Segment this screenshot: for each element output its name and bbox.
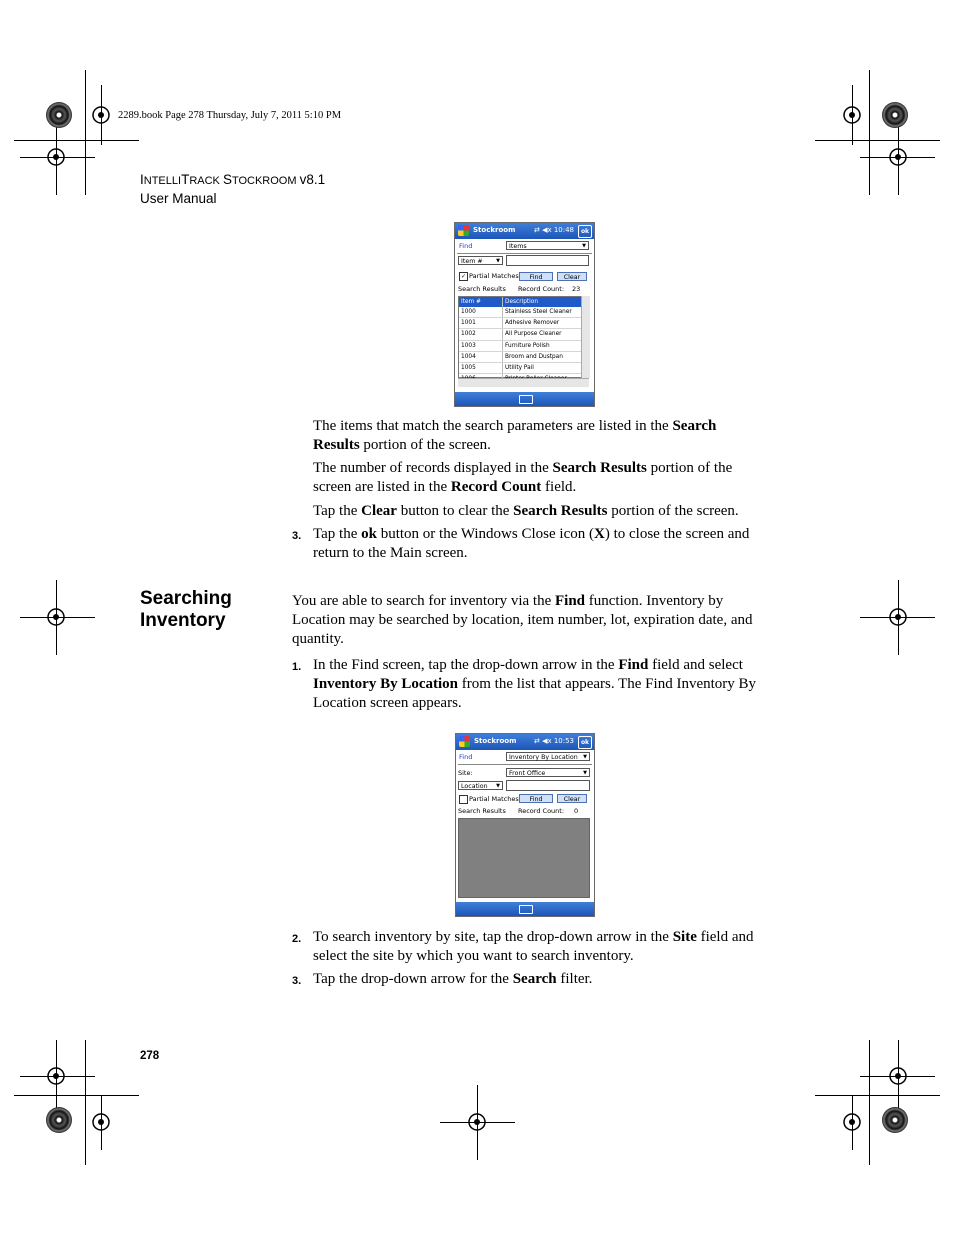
search-input[interactable] (506, 780, 590, 791)
results-grid[interactable] (458, 296, 582, 378)
column-header-description[interactable]: Description (505, 299, 539, 305)
table-row[interactable] (459, 318, 581, 329)
find-button[interactable]: Find (519, 272, 553, 281)
step-select-inventory: In the Find screen, tap the drop-down arrow in the Find field and select Inventory By Location from the list that appears. The Find Inventory By Location screen appears. (313, 657, 757, 711)
grid-header (459, 297, 581, 307)
filter-dropdown[interactable] (458, 256, 503, 265)
page-number: 278 (140, 1050, 160, 1062)
find-value: Items (509, 243, 527, 250)
cell-description: Adhesive Remover (505, 320, 560, 327)
vertical-scrollbar[interactable] (581, 296, 590, 378)
product-name: INTELLITRACK STOCKROOM v8.1 (140, 172, 326, 187)
app-title: Stockroom (474, 737, 517, 745)
search-results-label: Search Results (458, 285, 506, 293)
record-count-label: Record Count: (518, 807, 565, 815)
empty-results-area[interactable] (458, 818, 590, 898)
record-count-value: 0 (574, 807, 579, 815)
keyboard-icon[interactable] (519, 905, 533, 914)
section-heading: Searching Inventory (140, 588, 232, 631)
partial-matches-checkbox[interactable] (459, 795, 468, 804)
registration-star-icon (46, 102, 72, 128)
partial-matches-label: Partial Matches (469, 272, 519, 280)
step-number: 3. (292, 530, 302, 542)
chevron-down-icon: ▼ (582, 243, 586, 249)
title-bar (455, 223, 594, 239)
cell-description: Stainless Steel Cleaner (505, 309, 572, 315)
record-count-value: 23 (572, 285, 581, 293)
table-row[interactable] (459, 363, 581, 374)
step-number: 3. (292, 975, 302, 987)
divider (457, 253, 592, 254)
app-title: Stockroom (473, 226, 516, 234)
find-label: Find (459, 753, 473, 761)
windows-start-icon[interactable] (459, 736, 470, 747)
horizontal-scrollbar[interactable] (458, 378, 589, 387)
para-search-results: The items that match the search parameters are listed in the Search Results portion of the screen. (313, 418, 717, 453)
column-header-item[interactable]: Item # (459, 297, 503, 307)
divider (458, 764, 592, 765)
file-header: 2289.book Page 278 Thursday, July 7, 2011 5:10 PM (118, 110, 342, 121)
find-inventory-by-location-screenshot (455, 733, 595, 917)
status-indicators: ⇄ ◀x 10:53 (533, 737, 574, 745)
ok-button[interactable]: ok (578, 225, 592, 238)
clear-button[interactable]: Clear (557, 794, 587, 803)
cell-item: 1000 (459, 307, 503, 317)
cell-description: Furniture Polish (505, 342, 550, 349)
cell-description: Broom and Dustpan (505, 353, 563, 360)
filter-value: Location (461, 783, 488, 790)
site-value: Front Office (509, 770, 546, 777)
chevron-down-icon: ▼ (583, 770, 587, 776)
search-input[interactable] (506, 255, 589, 266)
title-bar (456, 734, 594, 750)
step-search-filter: Tap the drop-down arrow for the Search filter. (313, 971, 593, 987)
filter-dropdown[interactable] (458, 781, 503, 790)
ok-button[interactable]: ok (578, 736, 592, 749)
cell-item: 1001 (459, 318, 503, 328)
cell-item: 1004 (459, 352, 503, 362)
cell-description: All Purpose Cleaner (505, 331, 562, 338)
intro-paragraph: You are able to search for inventory via the Find function. Inventory by Location may be searched by location, item number, lot, expiration date, and quantity. (292, 593, 753, 647)
chevron-down-icon: ▼ (583, 754, 587, 760)
running-head (140, 171, 325, 207)
find-button[interactable]: Find (519, 794, 553, 803)
site-label: Site: (458, 769, 473, 777)
cell-item: 1003 (459, 341, 503, 351)
find-items-screenshot (454, 222, 595, 407)
step-close-screen: Tap the ok button or the Windows Close icon (X) to close the screen and return to the Main screen. (313, 526, 750, 561)
table-row[interactable] (459, 352, 581, 363)
table-row[interactable] (459, 329, 581, 340)
registration-star-icon (882, 1107, 908, 1133)
step-number: 2. (292, 933, 302, 945)
find-value: Inventory By Location (509, 754, 578, 761)
step-select-site: To search inventory by site, tap the drop-down arrow in the Site field and select the site by which you want to search inventory. (313, 929, 754, 964)
find-dropdown[interactable] (506, 241, 589, 250)
site-dropdown[interactable] (506, 768, 590, 777)
menu-bar (456, 902, 594, 916)
partial-matches-label: Partial Matches (469, 795, 519, 803)
search-results-label: Search Results (458, 807, 506, 815)
windows-start-icon[interactable] (458, 225, 469, 236)
table-row[interactable] (459, 341, 581, 352)
menu-bar (455, 392, 594, 406)
chevron-down-icon: ▼ (496, 783, 500, 789)
para-clear: Tap the Clear button to clear the Search Results portion of the screen. (313, 503, 739, 519)
chevron-down-icon: ▼ (496, 258, 500, 264)
partial-matches-checkbox[interactable]: ✓ (460, 273, 467, 280)
cell-item: 1002 (459, 329, 503, 339)
para-record-count: The number of records displayed in the Search Results portion of the screen are listed in the Record Count field. (313, 460, 733, 495)
find-dropdown[interactable] (506, 752, 590, 761)
table-row[interactable] (459, 307, 581, 318)
filter-value: Item # (461, 258, 483, 265)
keyboard-icon[interactable] (519, 395, 533, 404)
step-number: 1. (292, 661, 302, 673)
find-label: Find (459, 242, 473, 250)
clear-button[interactable]: Clear (557, 272, 587, 281)
record-count-label: Record Count: (518, 285, 565, 293)
status-indicators: ⇄ ◀x 10:48 (533, 226, 574, 234)
registration-star-icon (882, 102, 908, 128)
cell-description: Utility Pail (505, 364, 534, 371)
manual-name: User Manual (140, 191, 217, 206)
registration-star-icon (46, 1107, 72, 1133)
cell-item: 1005 (459, 363, 503, 373)
